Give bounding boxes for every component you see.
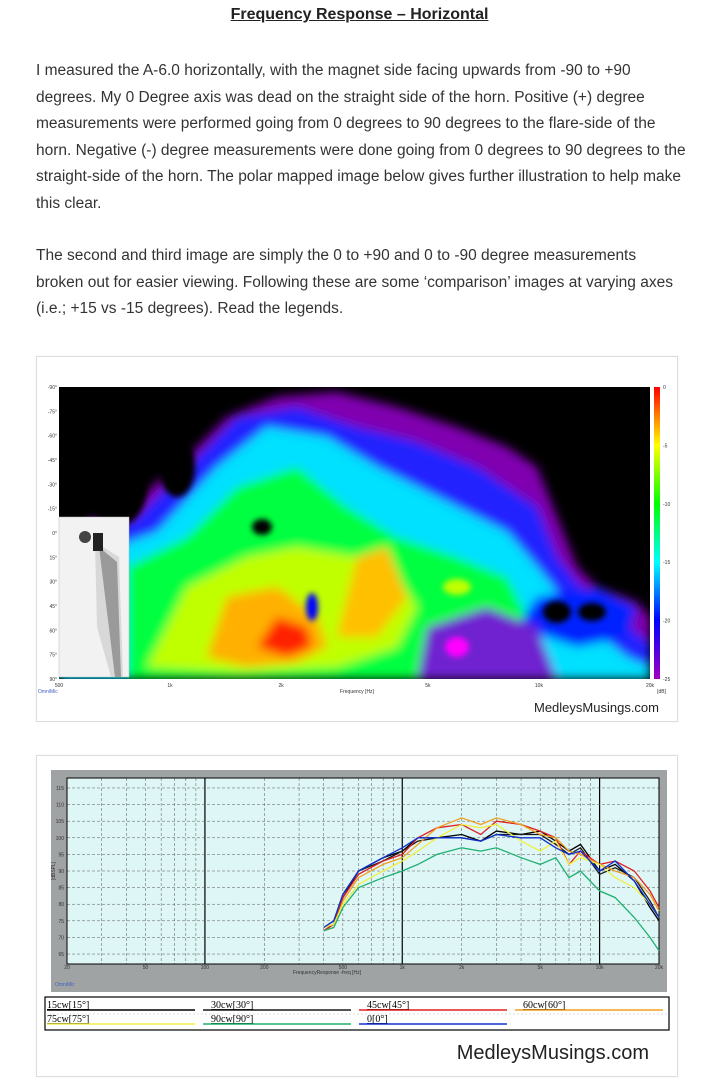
y-tick-label: 90° — [49, 677, 57, 683]
x-axis-label: Frequency [Hz] — [340, 689, 374, 695]
y-tick-label: 100 — [55, 835, 64, 842]
x-tick-label: 1k — [167, 683, 173, 689]
y-tick-label: -75° — [47, 409, 57, 416]
y-tick-label: 80 — [58, 902, 64, 909]
x-tick-label: 20k — [654, 965, 664, 971]
watermark: MedleysMusings.com — [456, 1042, 649, 1064]
y-tick-label: 110 — [56, 802, 64, 809]
frequency-response-chart — [37, 756, 677, 1076]
x-tick-label: 20 — [64, 965, 70, 971]
x-tick-label: 10k — [534, 683, 543, 689]
y-tick-label: 75 — [58, 918, 64, 925]
polar-map-chart — [37, 357, 677, 721]
legend-label: 60cw[60°] — [523, 1000, 566, 1011]
legend-label: 45cw[45°] — [367, 1000, 410, 1011]
colorbar — [654, 387, 660, 679]
x-tick-label: 1k — [399, 965, 405, 971]
legend-label: 30cw[30°] — [211, 1000, 254, 1011]
y-axis-label: [dBSPL] — [51, 861, 57, 881]
y-tick-label: 75° — [49, 652, 57, 659]
intro-paragraph: I measured the A-6.0 horizontally, with the magnet side facing upwards from -90 to +90 degrees. My 0 Degree axis was dead on the straight side of the horn. Positive (+) degree measurements were performed going from 0 degrees to 90 degrees to the flare-side of the horn. Negative (-) degree measurements were done going from 0 degrees to 90 degrees to the straight-side of the horn. The polar mapped image below gives further illustration to help make this clear. — [36, 62, 686, 212]
x-tick-label: 500 — [338, 965, 348, 971]
x-tick-label: 100 — [200, 965, 210, 971]
x-tick-label: 50 — [142, 965, 149, 971]
y-tick-label: 30° — [49, 579, 57, 586]
y-tick-label: 65 — [58, 952, 64, 959]
section-heading: Frequency Response – Horizontal — [230, 6, 489, 23]
x-tick-label: 500 — [54, 683, 64, 689]
x-tick-label: 5k — [537, 965, 543, 971]
y-tick-label: -90° — [47, 385, 57, 391]
y-tick-label: 60° — [49, 628, 57, 635]
legend — [45, 997, 669, 1030]
y-tick-label: -30° — [47, 482, 57, 489]
x-tick-label: 200 — [260, 965, 269, 971]
colorbar-tick-label: 0 — [663, 385, 666, 391]
horn-photo-inset — [59, 517, 129, 677]
legend-label: 0[0°] — [367, 1014, 388, 1025]
y-tick-label: 45° — [49, 604, 57, 610]
colorbar-tick-label: -20 — [663, 618, 671, 625]
explanation-paragraph: The second and third image are simply the 0 to +90 and 0 to -90 degree measurements broken out for easier viewing. Following these are some ‘comparison’ images at varying axes (i.e.; +15 vs -15 degrees). Read the legends. — [36, 247, 673, 317]
y-tick-label: 115 — [56, 785, 64, 792]
y-tick-label: -15° — [47, 506, 57, 513]
legend-label: 15cw[15°] — [47, 1000, 90, 1011]
y-tick-label: 95 — [58, 852, 64, 859]
legend-label: 75cw[75°] — [47, 1014, 90, 1025]
software-label: OmniMic — [55, 982, 75, 988]
colorbar-tick-label: -15 — [663, 560, 671, 567]
colorbar-unit: [dB] — [657, 689, 666, 695]
frequency-response-figure — [36, 755, 678, 1077]
watermark: MedleysMusings.com — [534, 700, 659, 715]
colorbar-tick-label: -25 — [663, 677, 671, 683]
legend-box — [45, 997, 669, 1030]
y-tick-label: -45° — [47, 458, 57, 464]
polar-map-figure — [36, 356, 678, 722]
y-tick-label: 70 — [58, 935, 64, 942]
colorbar-tick-label: -5 — [663, 443, 668, 450]
y-tick-label: 85 — [58, 885, 64, 892]
colorbar-tick-label: -10 — [663, 501, 671, 508]
legend-label: 90cw[90°] — [211, 1014, 254, 1025]
y-tick-label: -60° — [47, 433, 57, 440]
x-tick-label: 2k — [278, 683, 284, 689]
y-tick-label: 0° — [52, 531, 57, 537]
x-axis-label: FrequencyResponse -freq [Hz] — [292, 970, 362, 976]
y-tick-label: 15° — [49, 555, 57, 562]
software-label: OmniMic — [38, 689, 58, 695]
y-tick-label: 105 — [55, 819, 64, 826]
x-tick-label: 5k — [425, 683, 431, 689]
x-tick-label: 10k — [595, 965, 604, 971]
x-tick-label: 2k — [459, 965, 465, 971]
x-tick-label: 20k — [645, 683, 655, 689]
y-tick-label: 90 — [58, 869, 64, 875]
